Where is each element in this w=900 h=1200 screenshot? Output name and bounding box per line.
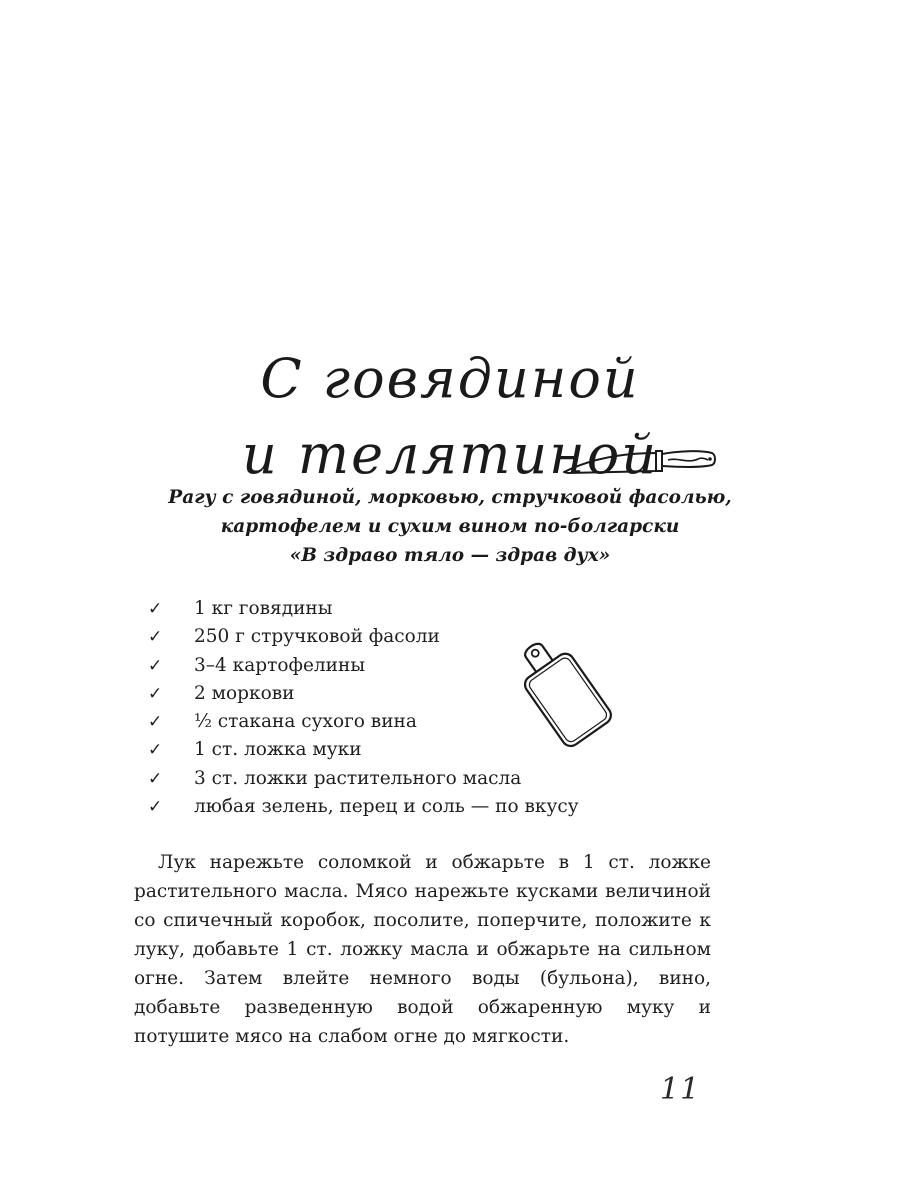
- ingredient-text: 1 кг говядины: [194, 598, 333, 619]
- ingredient-item: [140, 595, 579, 623]
- check-icon: ✓: [148, 740, 163, 761]
- title-line-1: С говядиной: [260, 347, 640, 411]
- ingredient-text: 3 ст. ложки растительного масла: [194, 767, 522, 789]
- recipe-instructions: Лук нарежьте соломкой и обжарьте в 1 ст. ложке растительного масла. Мясо нарежьте кусками величиной со спичечный коробок, посолите, поперчите, положите к луку, добавьте 1 ст. ложку масла и обжарьте на сильном огне. Затем влейте немного воды (бульона), вино, добавьте разведенную водой обжаренную муку и потушите мясо на слабом огне до мягкости.: [134, 852, 711, 1047]
- page-title: [0, 341, 900, 492]
- ingredient-text: 2 моркови: [194, 682, 295, 704]
- subtitle-line: картофелем и сухим вином по-болгарски: [220, 516, 680, 537]
- subtitle-line: Рагу с говядиной, морковью, стручковой фасолью,: [168, 487, 732, 508]
- ingredient-text: ½ стакана сухого вина: [194, 711, 417, 733]
- ingredient-item: [140, 793, 579, 821]
- check-icon: ✓: [148, 627, 163, 648]
- recipe-subtitle: [120, 483, 780, 570]
- ingredient-text: 1 ст. ложка муки: [194, 739, 362, 761]
- title-line-2: и телятиной: [241, 422, 659, 486]
- ingredient-text: 250 г стручковой фасоли: [194, 626, 440, 648]
- check-icon: ✓: [148, 655, 163, 676]
- check-icon: ✓: [148, 599, 163, 619]
- check-icon: ✓: [148, 712, 163, 733]
- check-icon: ✓: [148, 683, 163, 704]
- ingredient-text: любая зелень, перец и соль — по вкусу: [194, 796, 579, 818]
- knife-icon: [560, 445, 718, 477]
- ingredient-item: [140, 765, 579, 793]
- check-icon: ✓: [148, 797, 163, 818]
- page-number: 11: [660, 1072, 701, 1107]
- cutting-board-icon: [500, 622, 620, 752]
- check-icon: ✓: [148, 768, 163, 789]
- subtitle-line: «В здраво тяло — здрав дух»: [289, 545, 611, 566]
- ingredient-text: 3–4 картофелины: [194, 654, 366, 676]
